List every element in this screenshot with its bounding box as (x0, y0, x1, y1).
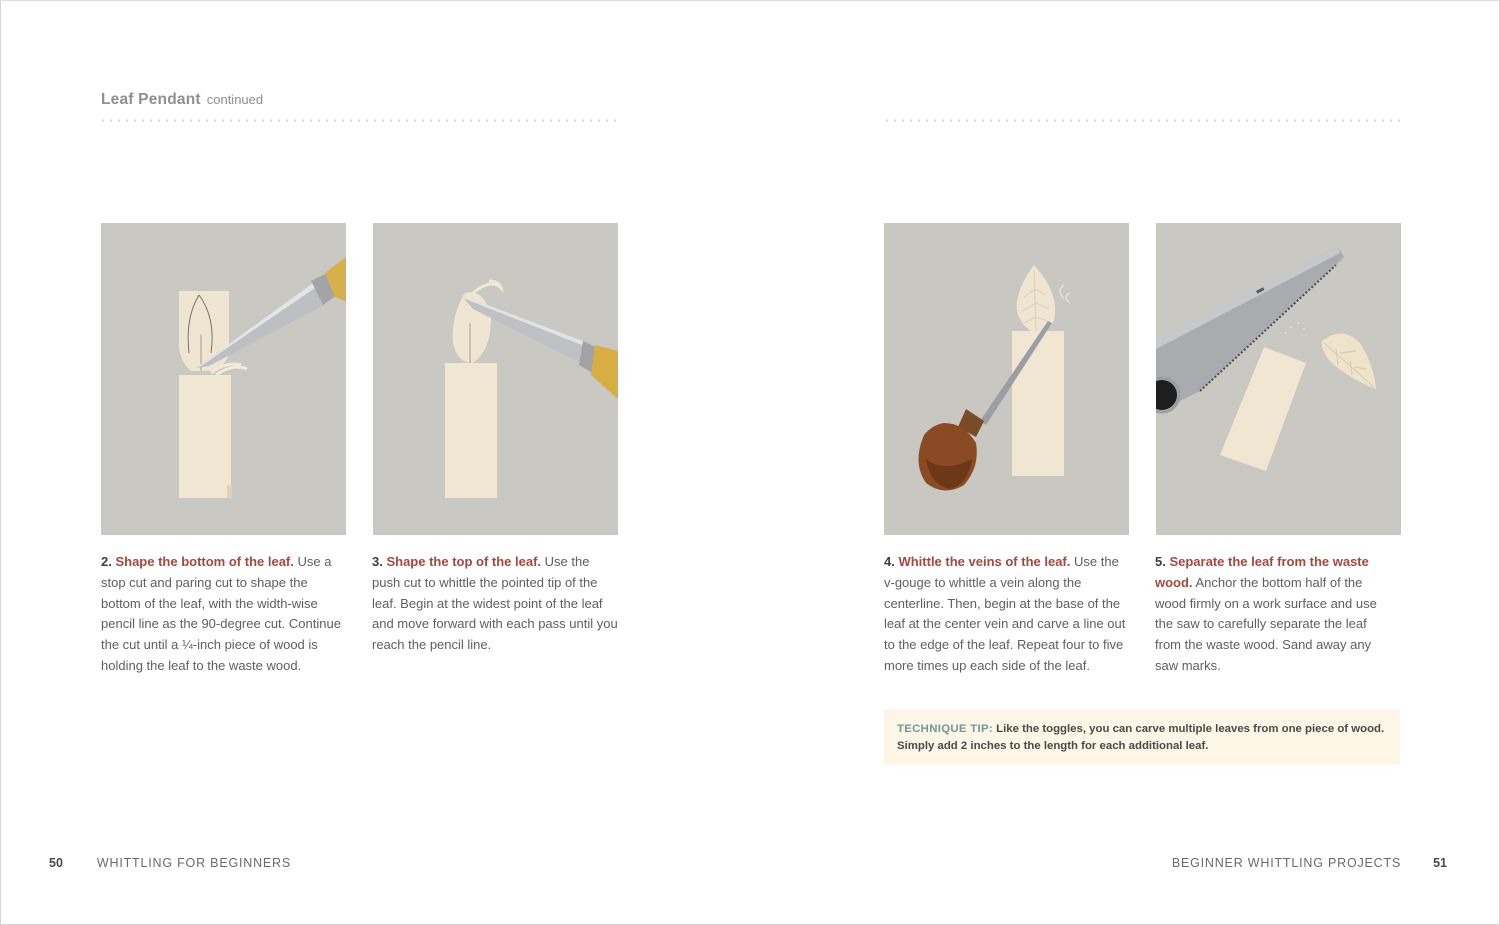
project-title: Leaf Pendant (101, 91, 201, 108)
step-5-photo (1156, 223, 1401, 535)
step-lead: Shape the top of the leaf. (386, 554, 542, 569)
step-number: 3. (372, 554, 383, 569)
step-2-photo (101, 223, 346, 535)
running-head (101, 91, 263, 109)
step-body: Anchor the bottom half of the wood firmly on a work surface and use the saw to carefully separate the leaf from the waste wood. Sand away any saw marks. (1155, 574, 1377, 673)
step-number: 2. (101, 554, 112, 569)
saw-separation-image (1156, 223, 1401, 535)
continued-label: continued (206, 92, 264, 107)
technique-tip-text: Like the toggles, you can carve multiple leaves from one piece of wood. Simply add 2 inches to the length for each additional leaf. (897, 723, 1385, 752)
step-4-text (884, 552, 1126, 677)
page-number-right: 51 (1433, 856, 1447, 870)
footer-left (49, 856, 291, 870)
step-number: 4. (884, 554, 895, 569)
step-3-photo (373, 223, 618, 535)
dotted-rule-left (99, 119, 621, 122)
step-lead: Whittle the veins of the leaf. (898, 554, 1071, 569)
step-number: 5. (1155, 554, 1166, 569)
step-lead: Separate the leaf from the waste wood. (1155, 554, 1369, 590)
section-title: BEGINNER WHITTLING PROJECTS (1171, 856, 1402, 870)
technique-tip-box (884, 709, 1400, 765)
book-title: WHITTLING FOR BEGINNERS (96, 856, 292, 870)
step-body: Use the push cut to whittle the pointed tip of the leaf. Begin at the widest point of the leaf and move forward with each pass until you reach the pencil line. (372, 554, 618, 653)
step-5-text (1155, 552, 1395, 677)
knife-push-cut-image (373, 223, 618, 535)
dotted-rule-right (883, 119, 1401, 122)
footer-right (1172, 856, 1447, 870)
step-2-text (101, 552, 341, 677)
step-body: Use a stop cut and paring cut to shape the bottom of the leaf, with the width-wise pencil line as the 90-degree cut. Continue the cut until a ¼-inch piece of wood is holding the leaf to the waste wood. (101, 554, 341, 673)
step-lead: Shape the bottom of the leaf. (115, 554, 294, 569)
step-4-photo (884, 223, 1129, 535)
knife-stop-cut-image (101, 223, 346, 535)
technique-tip-label: TECHNIQUE TIP: (897, 723, 993, 735)
step-body: Use the v-gouge to whittle a vein along the centerline. Then, begin at the base of the leaf at the center vein and carve a line out to the edge of the leaf. Repeat four to five more times up each side of the leaf. (884, 554, 1126, 673)
v-gouge-veins-image (884, 223, 1129, 535)
step-3-text (372, 552, 620, 656)
page-number-left: 50 (49, 856, 63, 870)
